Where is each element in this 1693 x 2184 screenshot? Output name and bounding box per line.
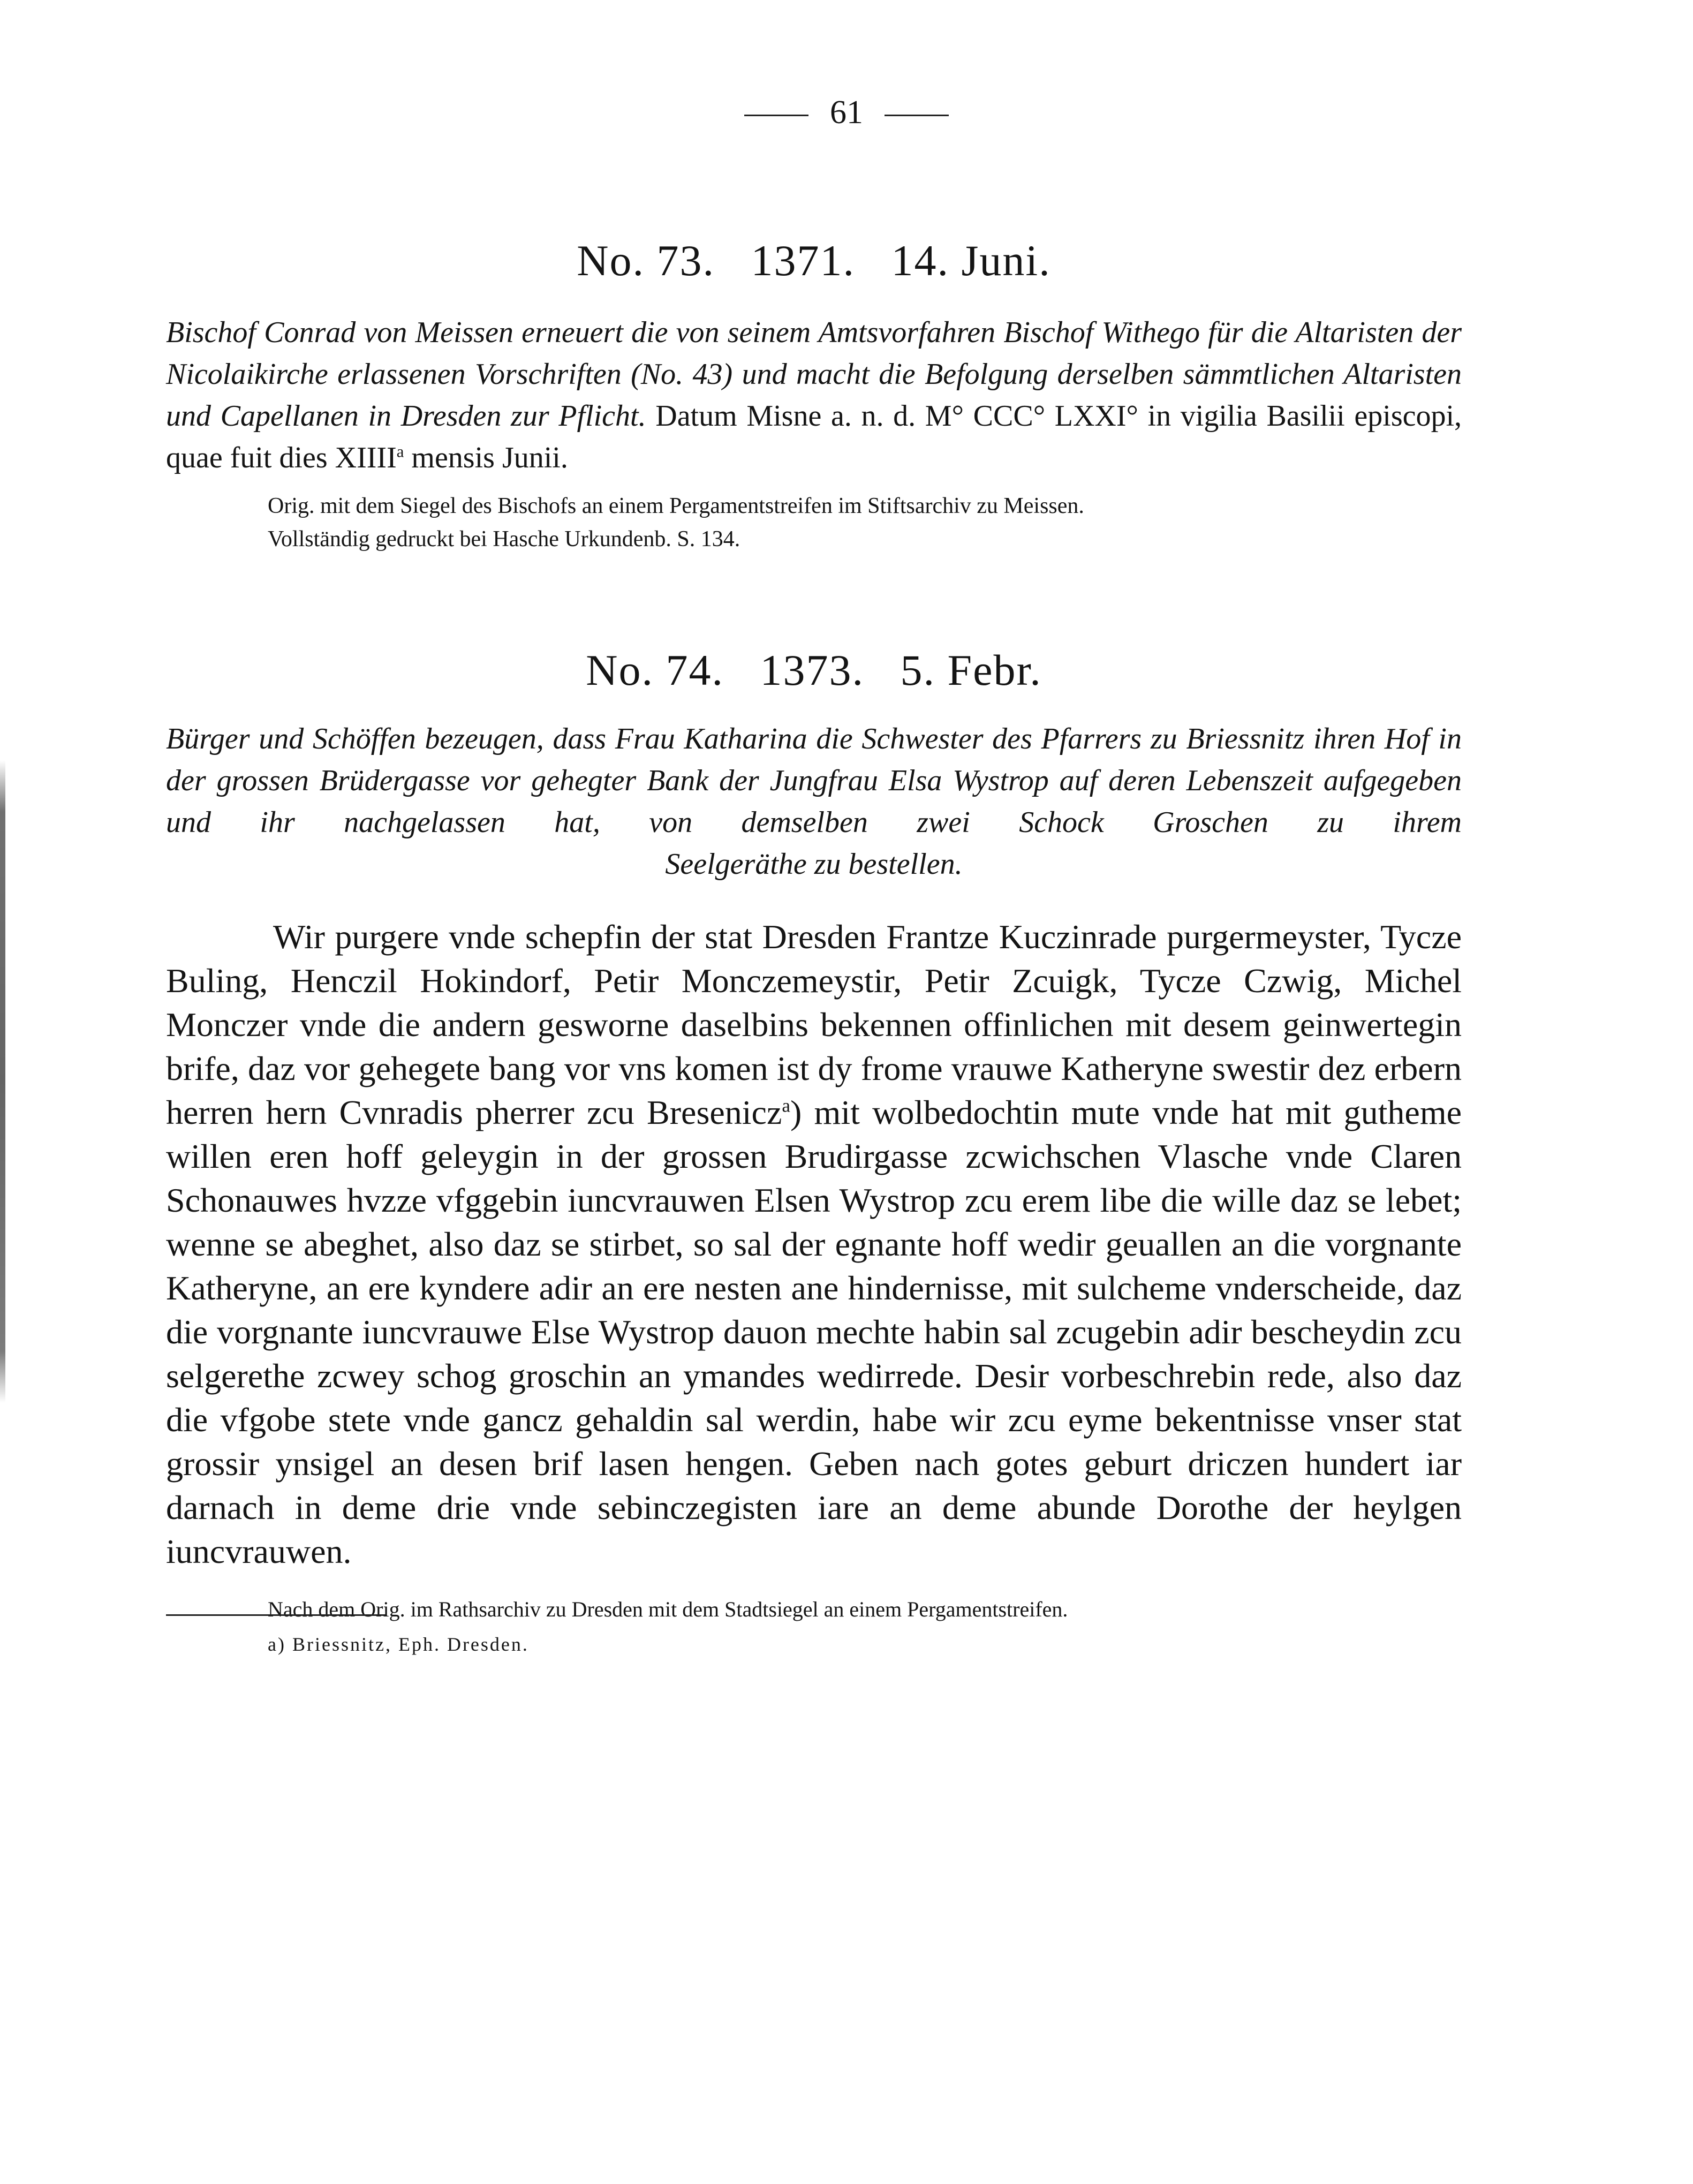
footnote: a) Briessnitz, Eph. Dresden. (268, 1634, 529, 1655)
footnote-rule (166, 1614, 386, 1616)
document-73-dating: Datum Misne a. n. d. M° CCC° LXXI° in vigilia Basilii episcopi, quae fuit dies XIIII$^a$ mensis Junii. (166, 399, 1462, 474)
document-73-note-1: Orig. mit dem Siegel des Bischofs an einem Pergamentstreifen im Stiftsarchiv zu Meissen. (268, 494, 1084, 518)
document-73-regest (166, 312, 1462, 479)
scan-edge-mark (0, 760, 5, 1403)
document-73-heading: No. 73. 1371. 14. Juni. (577, 236, 1051, 285)
document-73-regest-italic: Bischof Conrad von Meissen erneuert die von seinem Amtsvorfahren Bischof Withego für die Altaristen der Nicolaikirche erlassenen Vorschriften (No. 43) und macht die Befolgung derselben sämmtlichen Altaristen und Capellanen in Dresden zur Pflicht. (166, 316, 1462, 433)
page-header (0, 94, 1693, 132)
document-74 (166, 645, 1462, 1626)
document-74-regest (166, 718, 1462, 885)
header-rule-left (744, 115, 808, 116)
page-number: 61 (830, 94, 863, 131)
document-73-note-2: Vollständig gedruckt bei Hasche Urkundenb. S. 134. (268, 527, 740, 551)
document-74-regest-end: Seelgeräthe zu bestellen. (665, 848, 963, 881)
document-74-text: Wir purgere vnde schepfin der stat Dresden Frantze Kuczinrade purgermeyster, Tycze Buling, Henczil Hokindorf, Petir Monczemeystir, Petir Zcuigk, Tycze Czwig, Michel Monczer vnde die andern gesworne daselbins bekennen offinlichen mit desem geinwertegin brife, daz vor gehegete bang vor vns komen ist dy frome vrauwe Katheryne swestir dez erbern herren hern Cvnradis pherrer zcu Bresenicz$^a$) mit wolbedochtin mute vnde hat mit gutheme willen eren hoff geleygin in der grossen Brudirgasse zcwichschen Vlasche vnde Claren Schonauwes hvzze vfggebin iuncvrauwen Elsen Wystrop zcu erem libe die wille daz se lebet; wenne se abeghet, also daz se stirbet, so sal der egnante hoff wedir geuallen an die vorgnante Katheryne, an ere kyndere adir an ere nesten ane hindernisse, mit sulcheme vnderscheide, daz die vorgnante iuncvrauwe Else Wystrop dauon mechte habin sal zcugebin adir bescheydin zcu selgerethe zcwey schog groschin an ymandes wedirrede. Desir vorbeschrebin rede, also daz die vfgobe stete vnde gancz gehaldin sal werdin, habe wir zcu eyme bekentnisse vnser stat grossir ynsigel an desen brif lasen hengen. Geben nach gotes geburt driczen hundert iar darnach in deme drie vnde sebinczegisten iare an deme abunde Dorothe der heylgen iuncvrauwen. (166, 918, 1462, 1570)
header-rule-right (885, 115, 949, 116)
document-74-note: Nach dem Orig. im Rathsarchiv zu Dresden mit dem Stadtsiegel an einem Pergamentstreifen. (268, 1597, 1068, 1621)
document-74-heading: No. 74. 1373. 5. Febr. (586, 646, 1042, 694)
document-74-regest-main: Bürger und Schöffen bezeugen, dass Frau Katharina die Schwester des Pfarrers zu Briessnitz ihren Hof in der grossen Brüdergasse vor gehegter Bank der Jungfrau Elsa Wystrop auf deren Lebenszeit aufgegeben und ihr nachgelassen hat, von demselben zwei Schock Groschen zu ihrem (166, 722, 1462, 839)
document-73 (166, 236, 1462, 556)
footnote-marker: a (782, 1095, 790, 1116)
